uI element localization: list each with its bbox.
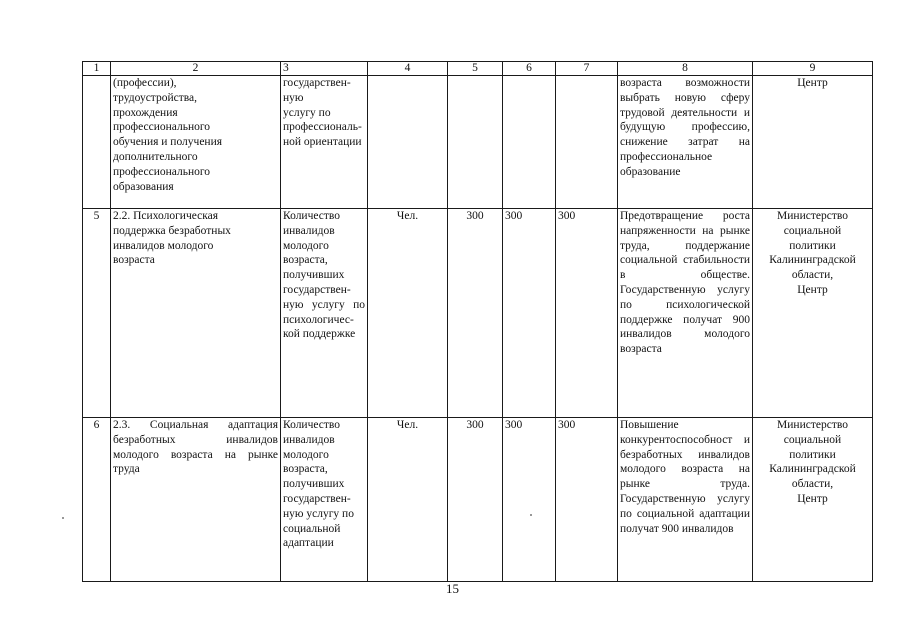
header-col-9: 9 [753,62,873,76]
unit-cell: Чел. [368,209,448,418]
indicator-name: Количество инвалидов молодого возраста, получивших государствен- ную услугу по социальной адаптации [281,418,368,582]
header-col-8: 8 [618,62,753,76]
measure-name: (профессии), трудоустройства, прохождения профессионального обучения и получения дополнительного профессионального образования [111,76,281,209]
scan-speck [530,514,532,516]
value-year-2: 300 [503,209,556,418]
table-row [83,209,873,418]
value-year-1 [448,76,503,209]
executor: Министерство социальной политики Калининградской области, Центр [753,209,873,418]
value-year-2 [503,76,556,209]
header-col-7: 7 [556,62,618,76]
expected-result: Повышение конкурентоспособност и безработных инвалидов молодого возраста на рынке труда. Государственную услугу по социальной адаптации получат 900 инвалидов [618,418,753,582]
value-year-3 [556,76,618,209]
page-number: 15 [446,581,459,596]
scan-speck [62,517,64,519]
header-col-4: 4 [368,62,448,76]
header-col-2: 2 [111,62,281,76]
executor: Центр [753,76,873,209]
row-number [83,76,111,209]
header-col-6: 6 [503,62,556,76]
program-table [82,61,873,582]
table-row [83,418,873,582]
value-year-1: 300 [448,209,503,418]
value-year-1: 300 [448,418,503,582]
indicator-name: государствен- ную услугу по профессиональ- ной ориентации [281,76,368,209]
expected-result: возраста возможности выбрать новую сферу трудовой деятельности и будущую профессию, снижение затрат на профессиональное образование [618,76,753,209]
unit-cell: Чел. [368,418,448,582]
row-number: 5 [83,209,111,418]
value-year-2: 300 [503,418,556,582]
header-col-3: 3 [281,62,368,76]
table-row [83,76,873,209]
expected-result: Предотвращение роста напряженности на рынке труда, поддержание социальной стабильности в обществе. Государственную услугу по психологической поддержке получат 900 инвалидов молодого возраста [618,209,753,418]
value-year-3: 300 [556,418,618,582]
executor: Министерство социальной политики Калининградской области, Центр [753,418,873,582]
value-year-3: 300 [556,209,618,418]
header-col-5: 5 [448,62,503,76]
header-col-1: 1 [83,62,111,76]
table-header-row [83,62,873,76]
indicator-name: Количество инвалидов молодого возраста, получивших государствен- ную услугу по психологичес- кой поддержке [281,209,368,418]
measure-name: 2.2. Психологическая поддержка безработных инвалидов молодого возраста [111,209,281,418]
row-number: 6 [83,418,111,582]
measure-name: 2.3. Социальная адаптация безработных инвалидов молодого возраста на рынке труда [111,418,281,582]
unit-cell [368,76,448,209]
